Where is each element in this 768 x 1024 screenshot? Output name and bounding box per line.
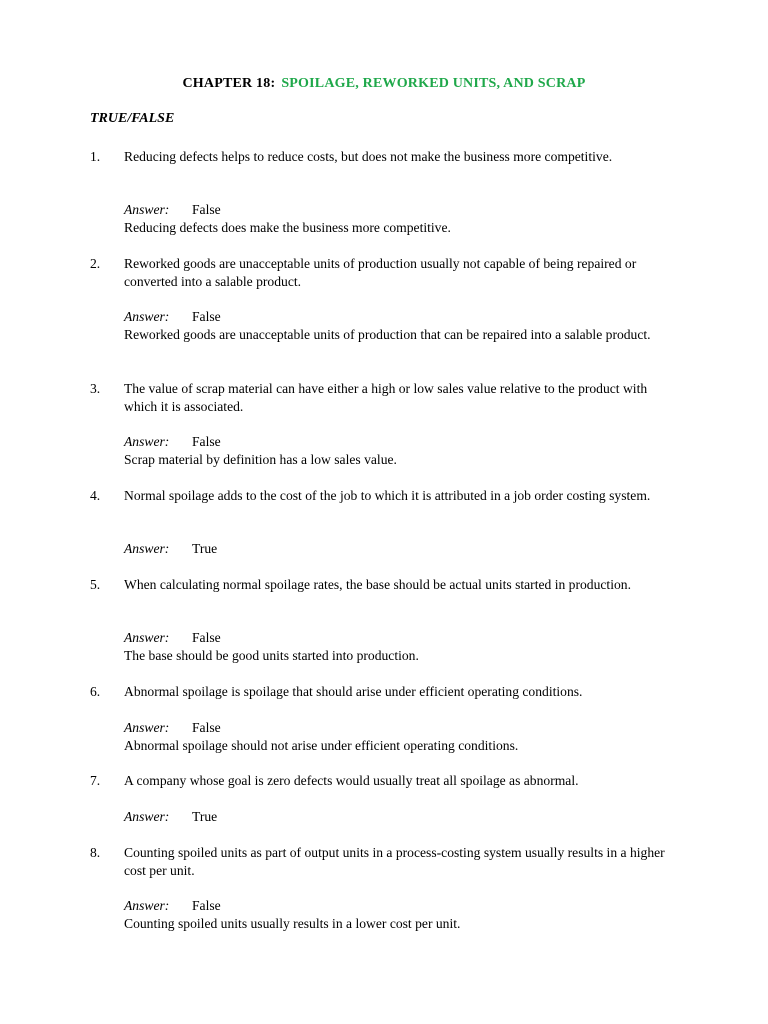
question-number: 2. xyxy=(90,256,101,271)
answer-explanation: Abnormal spoilage should not arise under efficient operating conditions. xyxy=(124,738,519,753)
answer-explanation: Reworked goods are unacceptable units of production that can be repaired into a salable product. xyxy=(124,327,651,342)
answer-value: False xyxy=(192,720,221,735)
answer-line xyxy=(124,540,669,558)
answer-line xyxy=(124,433,669,451)
question-text: When calculating normal spoilage rates, the base should be actual units started in production. xyxy=(124,577,631,592)
chapter-label: CHAPTER 18: xyxy=(182,76,276,91)
answer-label: Answer: xyxy=(124,541,170,556)
question-number: 8. xyxy=(90,845,101,860)
question-number: 1. xyxy=(90,149,101,164)
answer-label: Answer: xyxy=(124,898,170,913)
chapter-topic: SPOILAGE, REWORKED UNITS, AND SCRAP xyxy=(281,76,586,91)
answer-label: Answer: xyxy=(124,202,170,217)
answer-explanation: Reducing defects does make the business more competitive. xyxy=(124,220,451,235)
answer-value: True xyxy=(192,809,218,824)
question-number: 6. xyxy=(90,684,101,699)
question-text: Normal spoilage adds to the cost of the job to which it is attributed in a job order costing system. xyxy=(124,488,651,503)
question-text: Counting spoiled units as part of output units in a process-costing system usually results in a higher cost per unit. xyxy=(124,845,665,878)
answer-label: Answer: xyxy=(124,434,170,449)
answer-value: True xyxy=(192,541,218,556)
question-text: The value of scrap material can have either a high or low sales value relative to the product with which it is associated. xyxy=(124,381,648,414)
answer-label: Answer: xyxy=(124,809,170,824)
answer-value: False xyxy=(192,309,221,324)
answer-line xyxy=(124,897,669,915)
answer-line xyxy=(124,808,669,826)
question-text: A company whose goal is zero defects would usually treat all spoilage as abnormal. xyxy=(124,773,579,788)
answer-line xyxy=(124,201,669,219)
answer-value: False xyxy=(192,630,221,645)
answer-label: Answer: xyxy=(124,630,170,645)
question-number: 4. xyxy=(90,488,101,503)
answer-value: False xyxy=(192,202,221,217)
answer-label: Answer: xyxy=(124,720,170,735)
chapter-title xyxy=(0,76,768,92)
answer-value: False xyxy=(192,898,221,913)
section-heading: TRUE/FALSE xyxy=(90,111,175,126)
question-number: 7. xyxy=(90,773,101,788)
question-number: 5. xyxy=(90,577,101,592)
answer-explanation: Counting spoiled units usually results in a lower cost per unit. xyxy=(124,916,461,931)
answer-line xyxy=(124,719,669,737)
answer-value: False xyxy=(192,434,221,449)
question-number: 3. xyxy=(90,381,101,396)
answer-line xyxy=(124,308,669,326)
answer-line xyxy=(124,629,669,647)
question-text: Abnormal spoilage is spoilage that should arise under efficient operating conditions. xyxy=(124,684,583,699)
question-text: Reworked goods are unacceptable units of production usually not capable of being repaired or converted into a salable product. xyxy=(124,256,637,289)
answer-label: Answer: xyxy=(124,309,170,324)
answer-explanation: The base should be good units started into production. xyxy=(124,648,419,663)
question-text: Reducing defects helps to reduce costs, but does not make the business more competitive. xyxy=(124,149,613,164)
answer-explanation: Scrap material by definition has a low sales value. xyxy=(124,452,397,467)
